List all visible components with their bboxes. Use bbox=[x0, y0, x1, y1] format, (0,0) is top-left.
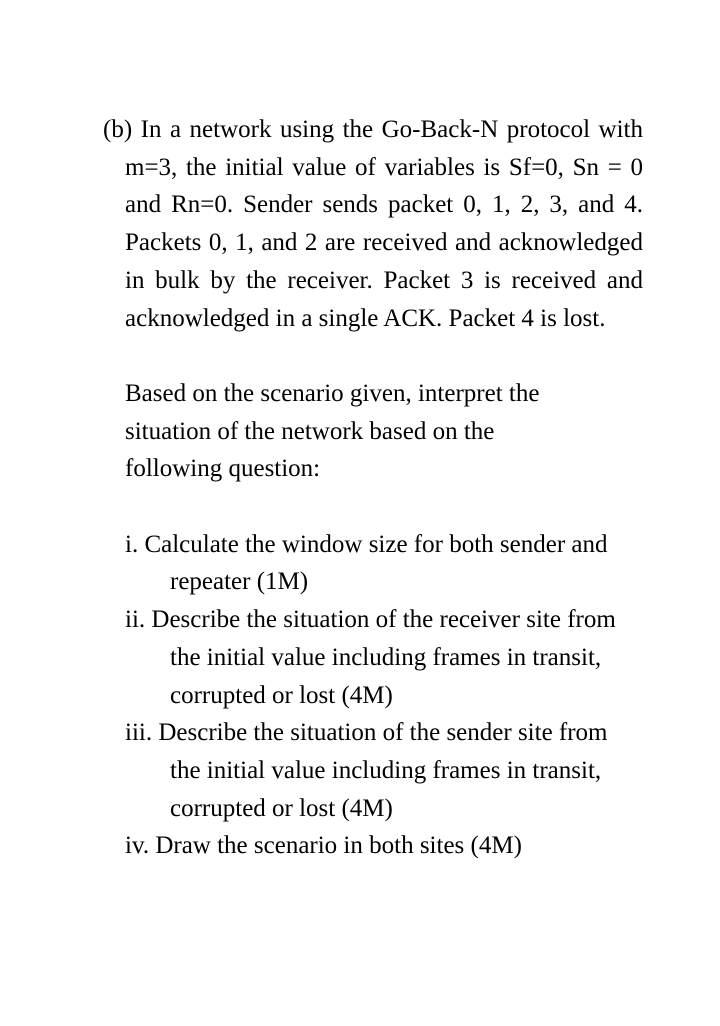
sub-question-i: i. Calculate the window size for both sender and repeater (1M) bbox=[125, 530, 608, 596]
sub-question-iii: iii. Describe the situation of the sender site from the initial value including frames in transit, corrupted or lost (4M) bbox=[125, 719, 608, 822]
question-intro: (b) In a network using the Go-Back-N protocol with m=3, the initial value of variables is Sf=0, Sn = 0 and Rn=0. Sender sends packet 0, 1, 2, 3, and 4. Packets 0, 1, and 2 are received and acknowledged in bulk by the receiver. Packet 3 is received and acknowledged in a single ACK. Packet 4 is lost. bbox=[103, 116, 643, 332]
sub-question-list bbox=[125, 526, 643, 865]
question-b bbox=[103, 111, 643, 865]
scenario-instruction: Based on the scenario given, interpret the situation of the network based on the following question: bbox=[125, 379, 540, 483]
sub-question-iv: iv. Draw the scenario in both sites (4M) bbox=[125, 832, 522, 860]
sub-question-ii: ii. Describe the situation of the receiver site from the initial value including frames in transit, corrupted or lost (4M) bbox=[125, 606, 616, 709]
